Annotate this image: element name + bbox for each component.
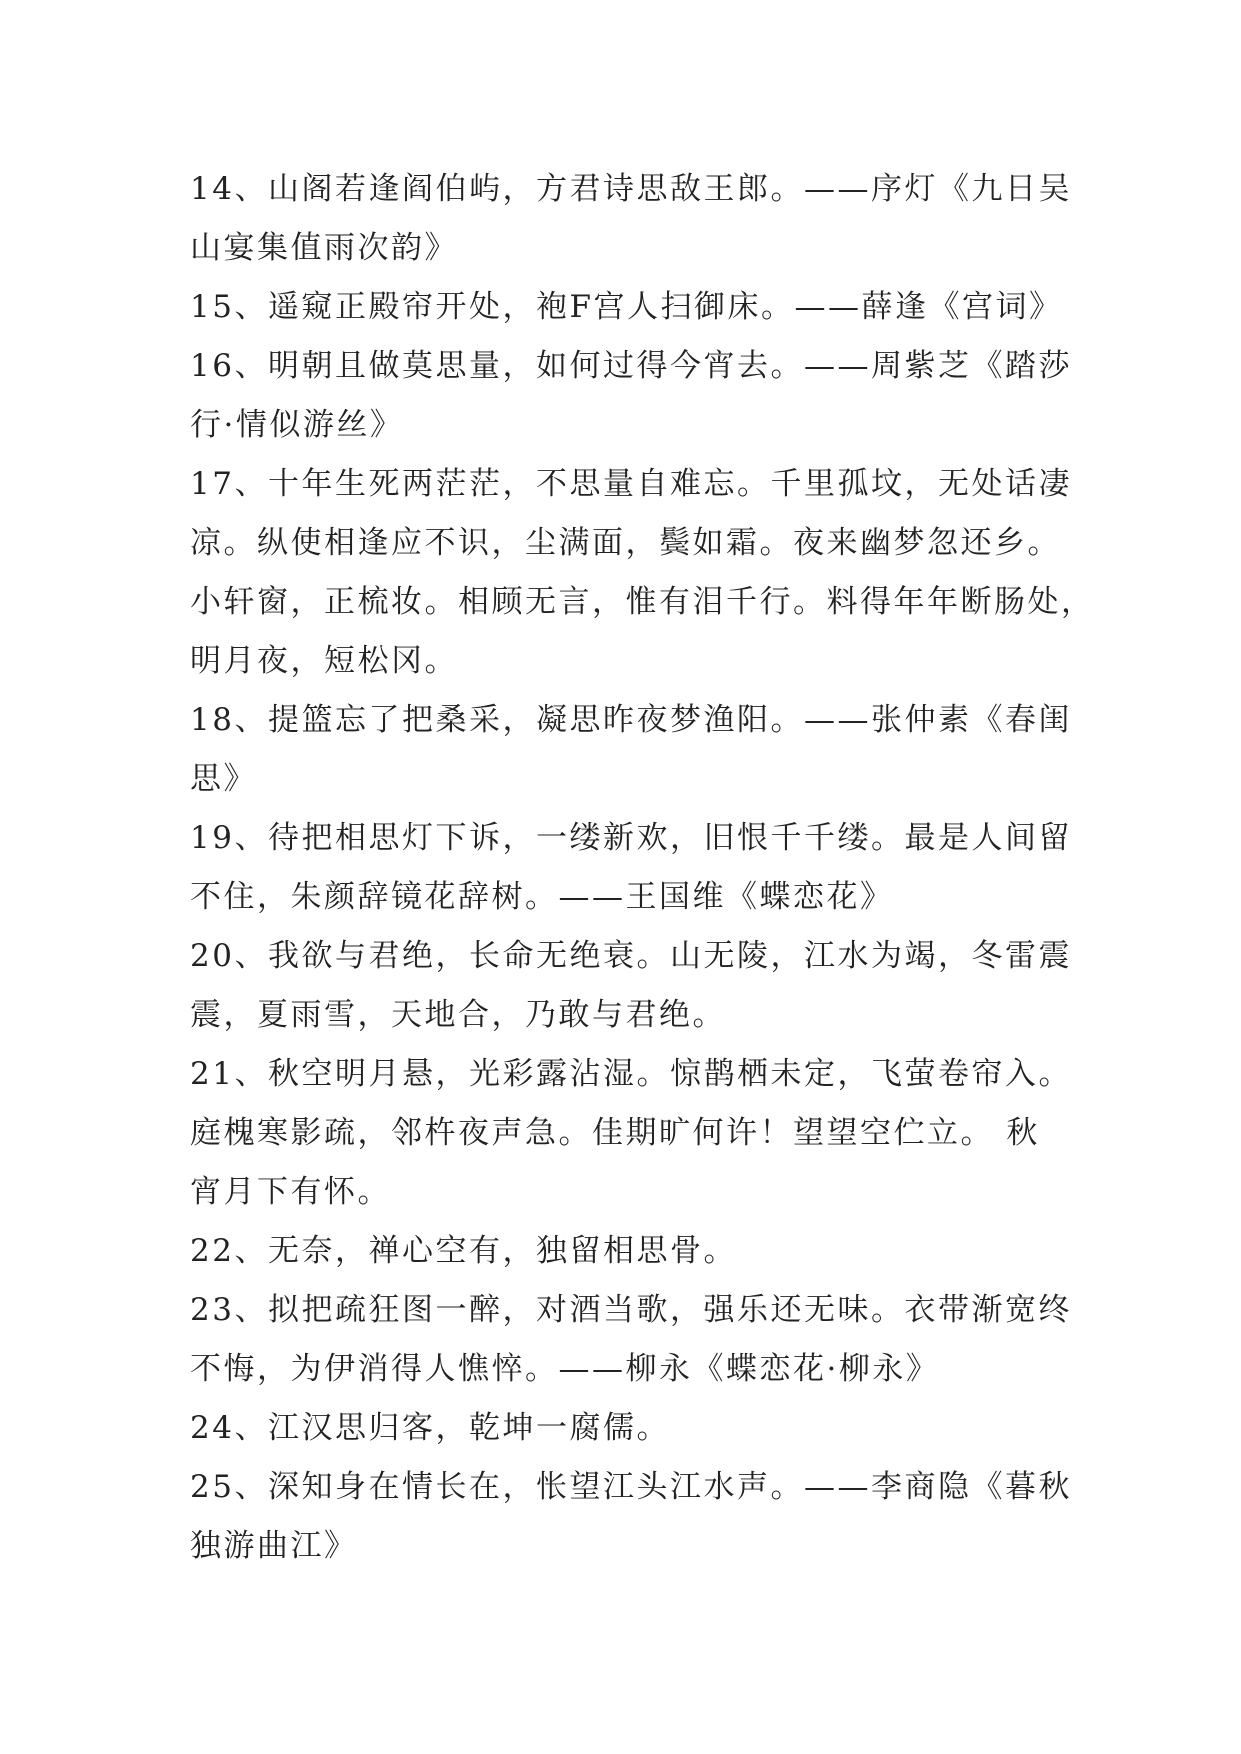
text-line: 19、待把相思灯下诉，一缕新欢，旧恨千千缕。最是人间留 <box>190 820 1072 856</box>
text-line: 16、明朝且做莫思量，如何过得今宵去。——周紫芝《踏莎 <box>190 348 1072 384</box>
text-line: 18、提篮忘了把桑采，凝思昨夜梦渔阳。——张仲素《春闺 <box>190 702 1072 738</box>
text-line: 21、秋空明月悬，光彩露沾湿。惊鹊栖未定，飞萤卷帘入。 <box>190 1056 1072 1092</box>
text-line: 明月夜，短松冈。 <box>190 643 458 679</box>
text-line: 25、深知身在情长在，怅望江头江水声。——李商隐《暮秋 <box>190 1469 1072 1505</box>
text-line: 思》 <box>190 761 257 797</box>
text-line: 行·情似游丝》 <box>190 407 404 443</box>
text-line: 24、江汉思归客，乾坤一腐儒。 <box>190 1410 670 1446</box>
text-line: 震，夏雨雪，天地合，乃敢与君绝。 <box>190 997 726 1033</box>
text-line: 23、拟把疏狂图一醉，对酒当歌，强乐还无味。衣带渐宽终 <box>190 1292 1072 1328</box>
text-line: 宵月下有怀。 <box>190 1174 391 1210</box>
poem-list <box>190 160 1095 1576</box>
text-line: 独游曲江》 <box>190 1528 358 1564</box>
text-line: 凉。纵使相逢应不识，尘满面，鬓如霜。夜来幽梦忽还乡。 <box>190 525 1061 561</box>
text-line: 17、十年生死两茫茫，不思量自难忘。千里孤坟，无处话凄 <box>190 466 1072 502</box>
text-line: 14、山阁若逢阎伯屿，方君诗思敌王郎。——序灯《九日吴 <box>190 171 1072 207</box>
text-line: 20、我欲与君绝，长命无绝衰。山无陵，江水为竭，冬雷震 <box>190 938 1072 974</box>
text-line: 庭槐寒影疏，邻杵夜声急。佳期旷何许！望望空伫立。 秋 <box>190 1115 1040 1151</box>
text-line: 15、遥窥正殿帘开处，袍F宫人扫御床。——薛逢《宫词》 <box>190 289 1063 325</box>
text-line: 22、无奈，禅心空有，独留相思骨。 <box>190 1233 737 1269</box>
text-line: 不住，朱颜辞镜花辞树。——王国维《蝶恋花》 <box>190 879 894 915</box>
text-line: 山宴集值雨次韵》 <box>190 230 458 266</box>
text-line: 小轩窗，正梳妆。相顾无言，惟有泪千行。料得年年断肠处， <box>190 584 1095 620</box>
text-line: 不悔，为伊消得人憔悴。——柳永《蝶恋花·柳永》 <box>190 1351 940 1387</box>
